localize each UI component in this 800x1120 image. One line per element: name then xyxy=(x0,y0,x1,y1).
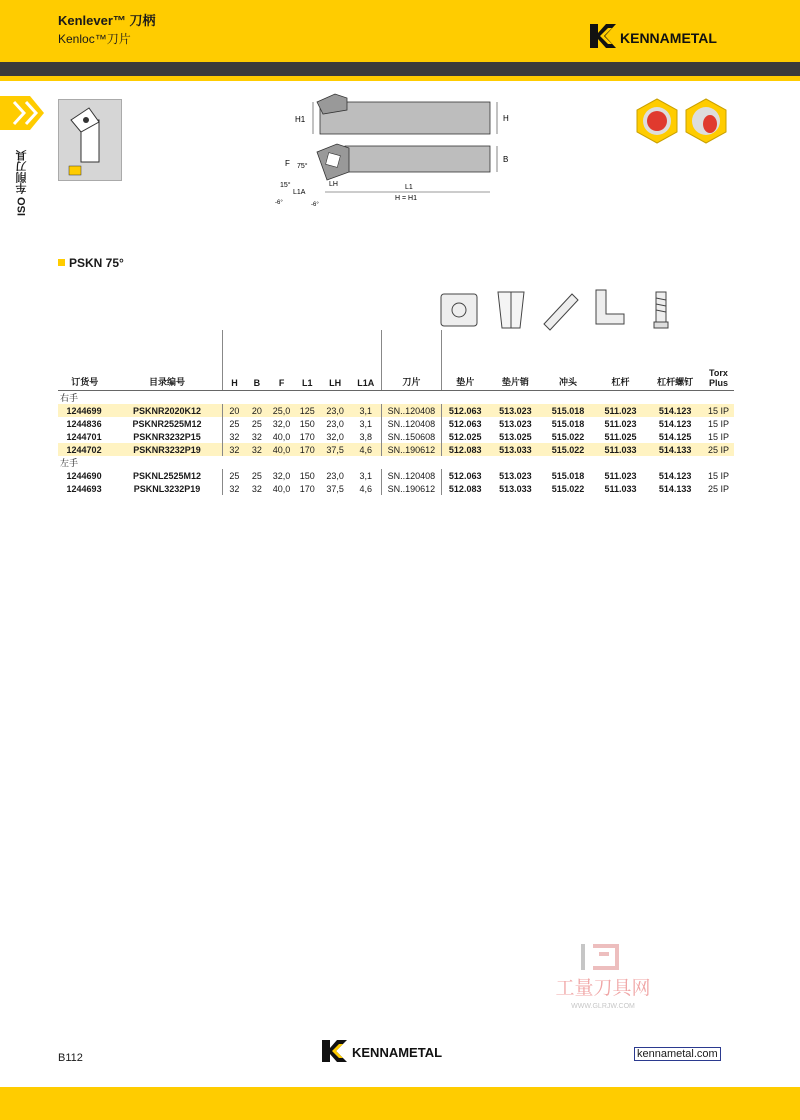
section-title-text: PSKN 75° xyxy=(69,256,124,270)
table-cell-torx: 15 IP xyxy=(703,404,734,417)
table-cell-lever: 511.023 xyxy=(604,470,637,481)
lever-icon xyxy=(596,290,624,324)
table-cell-lever: 511.023 xyxy=(604,418,637,429)
table-cell-insert: SN..120408 xyxy=(381,404,441,417)
table-cell-insert: SN..120408 xyxy=(381,417,441,430)
table-cell-shim: 512.025 xyxy=(448,431,482,442)
table-cell-lever-screw: 514.123 xyxy=(658,470,692,481)
table-cell-insert: SN..190612 xyxy=(381,443,441,456)
table-cell-torx: 15 IP xyxy=(707,431,729,442)
table-cell-l1: 150 xyxy=(299,418,315,429)
table-cell-l1: 125 xyxy=(295,404,320,417)
dim-label-15deg: 15° xyxy=(280,182,291,189)
table-cell-torx: 15 IP xyxy=(707,418,729,429)
table-cell-lever-screw: 514.125 xyxy=(658,431,692,442)
table-cell-torx: 15 IP xyxy=(707,470,729,481)
dim-label-h1: H1 xyxy=(295,115,306,124)
table-cell-f: 32,0 xyxy=(272,470,291,481)
table-group-row xyxy=(58,456,734,469)
table-row xyxy=(58,469,734,482)
table-cell-l1a: 4,6 xyxy=(351,443,382,456)
table-cell-lever: 511.023 xyxy=(594,404,648,417)
table-cell-shim-pin: 513.033 xyxy=(489,443,543,456)
table-cell-catalog: PSKNL3232P19 xyxy=(112,482,223,495)
spare-parts-icons xyxy=(438,286,678,332)
table-header-row xyxy=(58,330,734,391)
dim-label-f: F xyxy=(285,159,290,168)
table-cell-b: 32 xyxy=(251,431,262,442)
table-cell-lh: 32,0 xyxy=(326,431,344,442)
shim-pin-icon xyxy=(498,292,524,328)
table-cell-order: 1244699 xyxy=(58,404,112,417)
table-group-label: 左手 xyxy=(60,458,79,468)
table-cell-shim-pin: 513.023 xyxy=(489,404,543,417)
dim-label-lh: LH xyxy=(329,181,338,188)
header-yellow-stripe xyxy=(0,76,800,81)
table-cell-l1a: 3,1 xyxy=(351,417,382,430)
table-cell-insert: SN..190612 xyxy=(381,482,441,495)
page-title: Kenlever™ 刀柄 xyxy=(58,13,156,28)
col-header-catalog: 目录编号 xyxy=(112,330,223,391)
table-group-label: 右手 xyxy=(60,393,79,403)
col-header-h: H xyxy=(223,330,246,391)
table-cell-h: 32 xyxy=(223,443,246,456)
table-cell-lh: 37,5 xyxy=(320,443,351,456)
table-row xyxy=(58,443,734,456)
table-cell-lever-screw: 514.133 xyxy=(658,483,692,494)
col-header-l1a: L1A xyxy=(351,330,382,391)
table-cell-lever: 511.025 xyxy=(604,431,637,442)
punch-icon xyxy=(544,294,578,330)
table-cell-h: 25 xyxy=(229,418,240,429)
side-chevron-arrow-icon xyxy=(0,96,56,130)
section-bullet-icon xyxy=(58,259,65,266)
table-cell-order: 1244701 xyxy=(66,431,102,442)
table-cell-l1a: 3,8 xyxy=(351,430,382,443)
table-cell-b: 32 xyxy=(246,443,269,456)
table-cell-torx: 25 IP xyxy=(707,483,729,494)
col-header-b: B xyxy=(246,330,269,391)
table-cell-catalog: PSKNR3232P15 xyxy=(112,430,223,443)
table-cell-shim: 512.063 xyxy=(448,470,482,481)
table-row xyxy=(58,482,734,495)
dim-label-h: H xyxy=(503,114,509,123)
table-cell-shim: 512.063 xyxy=(448,418,482,429)
table-cell-h: 25 xyxy=(229,470,240,481)
page-subtitle: Kenloc™刀片 xyxy=(58,32,131,46)
table-cell-order: 1244836 xyxy=(66,418,102,429)
table-cell-insert: SN..150608 xyxy=(381,430,441,443)
table-cell-f: 32,0 xyxy=(272,418,291,429)
table-cell-l1: 150 xyxy=(299,470,315,481)
tool-holder-thumbnail xyxy=(58,99,122,181)
table-cell-l1: 170 xyxy=(295,443,320,456)
table-cell-lever-screw: 514.133 xyxy=(647,443,703,456)
watermark-logo-icon xyxy=(581,944,617,970)
watermark-url: WWW.GLRJW.COM xyxy=(571,1003,635,1010)
table-cell-f: 40,0 xyxy=(272,431,291,442)
page-number: B112 xyxy=(58,1052,83,1064)
brand-text: KENNAMETAL xyxy=(620,30,717,46)
dim-label-l1a: L1A xyxy=(293,189,306,196)
table-cell-insert: SN..120408 xyxy=(381,469,441,482)
col-header-torx: Torx Plus xyxy=(703,330,734,391)
watermark xyxy=(533,940,673,1010)
table-cell-lh: 23,0 xyxy=(326,470,344,481)
table-cell-l1: 170 xyxy=(299,431,315,442)
product-table xyxy=(58,330,734,495)
insert-shim-icon xyxy=(441,294,477,326)
table-cell-punch: 515.022 xyxy=(551,483,585,494)
table-cell-b: 25 xyxy=(251,470,262,481)
table-cell-order: 1244690 xyxy=(66,470,102,481)
table-cell-lever-screw: 514.123 xyxy=(647,404,703,417)
table-cell-h: 32 xyxy=(229,483,240,494)
header-dark-stripe xyxy=(0,62,800,76)
table-cell-lever: 511.033 xyxy=(604,483,637,494)
table-cell-shim: 512.063 xyxy=(441,404,488,417)
table-cell-lh: 37,5 xyxy=(326,483,344,494)
table-row xyxy=(58,430,734,443)
col-header-lever: 杠杆 xyxy=(594,330,648,391)
table-cell-b: 25 xyxy=(251,418,262,429)
footer-bar xyxy=(0,1087,800,1120)
table-cell-order: 1244693 xyxy=(66,483,102,494)
table-cell-punch: 515.018 xyxy=(542,404,594,417)
table-cell-lever-screw: 514.123 xyxy=(658,418,692,429)
table-cell-catalog: PSKNR2525M12 xyxy=(112,417,223,430)
table-cell-punch: 515.018 xyxy=(551,418,585,429)
table-cell-punch: 515.018 xyxy=(551,470,585,481)
table-cell-catalog: PSKNL2525M12 xyxy=(112,469,223,482)
kennametal-logo-footer xyxy=(322,1040,458,1062)
table-cell-b: 20 xyxy=(246,404,269,417)
table-cell-f: 25,0 xyxy=(268,404,295,417)
col-header-shim: 垫片 xyxy=(441,330,488,391)
table-cell-h: 32 xyxy=(229,431,240,442)
grade-medals xyxy=(634,98,730,144)
side-category-label: ISO 车削刀具 xyxy=(16,150,28,217)
table-cell-order: 1244702 xyxy=(58,443,112,456)
table-cell-h: 20 xyxy=(223,404,246,417)
table-cell-f: 40,0 xyxy=(272,483,291,494)
website-link[interactable]: kennametal.com xyxy=(634,1047,721,1061)
table-cell-shim-pin: 513.033 xyxy=(499,483,532,494)
table-cell-punch: 515.022 xyxy=(542,443,594,456)
table-cell-lh: 23,0 xyxy=(320,404,351,417)
kennametal-logo xyxy=(590,24,726,48)
table-cell-punch: 515.022 xyxy=(551,431,585,442)
col-header-order: 订货号 xyxy=(58,330,112,391)
section-title xyxy=(58,256,124,270)
table-cell-shim-pin: 513.023 xyxy=(499,418,532,429)
table-cell-b: 32 xyxy=(251,483,262,494)
table-body xyxy=(58,391,734,496)
dim-label-neg6-b: -6° xyxy=(311,202,319,208)
footer-brand-text: KENNAMETAL xyxy=(352,1045,443,1060)
col-header-insert: 刀片 xyxy=(381,330,441,391)
col-header-lever-screw: 杠杆螺钉 xyxy=(647,330,703,391)
table-cell-shim-pin: 513.023 xyxy=(499,470,532,481)
table-row xyxy=(58,404,734,417)
table-cell-torx: 25 IP xyxy=(703,443,734,456)
table-group-row xyxy=(58,391,734,405)
dim-label-b: B xyxy=(503,155,509,164)
dim-label-l1: L1 xyxy=(405,184,413,191)
tool-holder-thumbnail-icon xyxy=(59,100,121,180)
dim-label-h-eq-h1: H = H1 xyxy=(395,195,417,202)
table-cell-shim: 512.083 xyxy=(448,483,482,494)
table-cell-catalog: PSKNR3232P19 xyxy=(112,443,223,456)
table-cell-lh: 23,0 xyxy=(326,418,344,429)
col-header-l1: L1 xyxy=(295,330,320,391)
col-header-lh: LH xyxy=(320,330,351,391)
table-cell-l1: 170 xyxy=(299,483,315,494)
watermark-text: 工量刀具网 xyxy=(555,977,651,999)
table-cell-lever: 511.033 xyxy=(594,443,648,456)
table-cell-catalog: PSKNR2020K12 xyxy=(112,404,223,417)
dim-label-neg6-a: -6° xyxy=(275,200,283,206)
grade-medal-icon xyxy=(637,99,677,143)
table-cell-f: 40,0 xyxy=(268,443,295,456)
table-cell-l1a: 3,1 xyxy=(351,469,382,482)
table-cell-l1a: 3,1 xyxy=(351,404,382,417)
lever-screw-icon xyxy=(654,292,668,328)
table-cell-l1a: 4,6 xyxy=(351,482,382,495)
dim-label-75deg: 75° xyxy=(297,163,308,170)
table-cell-shim-pin: 513.025 xyxy=(499,431,532,442)
table-row xyxy=(58,417,734,430)
tool-holder-dimension-drawing xyxy=(265,90,525,210)
table-cell-shim: 512.083 xyxy=(441,443,488,456)
grade-medal-icon xyxy=(686,99,726,143)
col-header-punch: 冲头 xyxy=(542,330,594,391)
col-header-f: F xyxy=(268,330,295,391)
col-header-shim-pin: 垫片销 xyxy=(489,330,543,391)
